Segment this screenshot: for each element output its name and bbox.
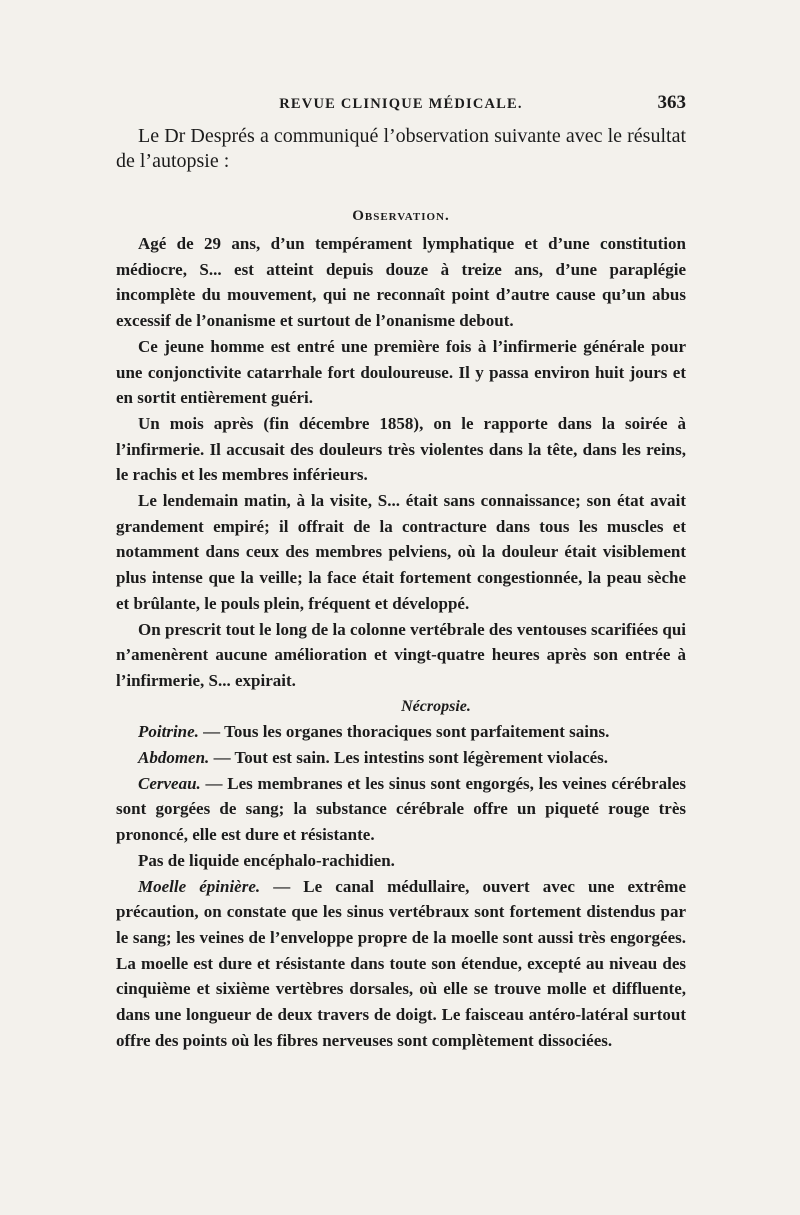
finding-poitrine [116,719,686,745]
finding-text: — Les membranes et les sinus sont engorgés, les veines cérébrales sont gorgées de sang; la substance cérébrale offre un piqueté rouge très prononcé, elle est dure et résistante. [116,773,686,845]
paragraph: Ce jeune homme est entré une première fois à l’infirmerie générale pour une conjonctivite catarrhale fort douloureuse. Il y passa environ huit jours et en sortit entièrement guéri. [116,336,686,408]
finding-text: Pas de liquide encéphalo-rachidien. [138,850,395,870]
finding-liquide [116,848,686,874]
finding-label: Cerveau. [138,773,201,793]
finding-text: — Tout est sain. Les intestins sont légèrement violacés. [209,748,609,768]
finding-text: — Tous les organes thoraciques sont parfaitement sains. [198,722,610,742]
paragraph: Le lendemain matin, à la visite, S... était sans connaissance; son état avait grandement empiré; il offrait de la contracture dans tous les muscles et notamment dans ceux des membres pelviens, où la douleur était visiblement plus intense que la veille; la face était fortement congestionnée, la peau sèche et brûlante, le pouls plein, fréquent et développé. [116,491,686,613]
finding-cerveau [116,771,686,848]
observation-body [116,231,686,1054]
finding-label: Abdomen. [138,748,210,768]
paragraph: Un mois après (fin décembre 1858), on le rapporte dans la soirée à l’infirmerie. Il accusait des douleurs très violentes dans la tête, dans les reins, le rachis et les membres inférieurs. [116,413,686,485]
paragraph: Agé de 29 ans, d’un tempérament lymphatique et d’une constitution médiocre, S... est atteint depuis douze à treize ans, d’une paraplégie incomplète du mouvement, qui ne reconnaît point d’autre cause qu’un abus excessif de l’onanisme et surtout de l’onanisme debout. [116,234,686,331]
intro-paragraph [116,124,686,174]
observation-heading: Observation. [352,208,450,224]
finding-label: Moelle épinière. [138,876,261,896]
page-number: 363 [657,92,686,113]
finding-moelle [116,874,686,1054]
running-title: REVUE CLINIQUE MÉDICALE. [279,96,523,112]
book-page [116,92,686,1054]
finding-abdomen [116,745,686,771]
finding-text: — Le canal médullaire, ouvert avec une extrême précaution, on constate que les sinus vertébraux sont fortement distendus par le sang; les veines de l’enveloppe propre de la moelle sont aussi très engorgées. La moelle est dure et résistante dans toute son étendue, excepté au niveau des cinquième et sixième vertèbres dorsales, où elle se trouve molle et diffluente, dans une longueur de deux travers de doigt. Le faisceau antéro-latéral surtout offre des points où les fibres nerveuses sont complètement dissociées. [116,876,686,1050]
paragraph: On prescrit tout le long de la colonne vertébrale des ventouses scarifiées qui n’amenèrent aucune amélioration et vingt-quatre heures après son entrée à l’infirmerie, S... expirait. [116,619,686,690]
necropsie-heading: Nécropsie. [401,697,471,715]
running-header [116,92,686,122]
intro-text: Le Dr Després a communiqué l’observation suivante avec le résultat de l’autopsie : [116,125,686,172]
finding-label: Poitrine. [138,722,199,742]
